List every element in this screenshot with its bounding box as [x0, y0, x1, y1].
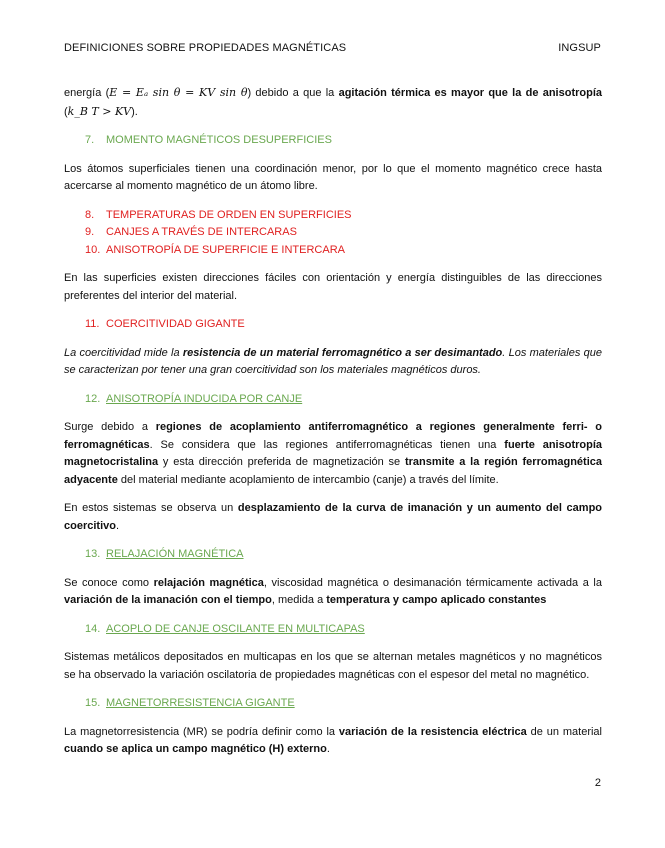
- section-title: RELAJACIÓN MAGNÉTICA: [106, 548, 244, 560]
- section-10-text: En las superficies existen direcciones fáciles con orientación y energía distinguibles de las direcciones preferentes del interior del material.: [64, 272, 602, 302]
- page-number: 2: [594, 777, 601, 789]
- section-12-text-1: [64, 419, 602, 489]
- section-7-text: Los átomos superficiales tienen una coordinación menor, por lo que el momento magnético crece hasta acercarse al momento magnético de un átomo libre.: [64, 162, 602, 192]
- formula-thermal: k_B T > KV: [67, 104, 132, 118]
- section-heading-10: [64, 242, 602, 260]
- header-org: INGSUP: [558, 42, 601, 54]
- section-heading-7: [64, 132, 602, 150]
- section-title: MAGNETORRESISTENCIA GIGANTE: [106, 697, 295, 709]
- section-number: 11.: [85, 318, 100, 330]
- s12-text-2: . Se considera que las regiones antiferromagnéticas tienen una: [149, 438, 505, 451]
- red-heading-group: [64, 207, 602, 260]
- s13-bold-3: temperatura y campo aplicado constantes: [326, 594, 547, 606]
- section-title: TEMPERATURAS DE ORDEN EN SUPERFICIES: [106, 208, 352, 221]
- s13-text-2: , viscosidad magnética o desimanación térmicamente activada a la: [263, 576, 602, 589]
- intro-text-2: ) debido a que la: [247, 87, 339, 99]
- s12b-bold-1: desplazamiento de la curva de imanación y un aumento del campo coercitivo: [64, 502, 603, 532]
- intro-text-1: energía (: [64, 87, 110, 99]
- s11-text-1: La coercitividad mide la: [64, 346, 183, 359]
- section-12-text-2: [64, 500, 602, 535]
- section-title: ANISOTROPÍA INDUCIDA POR CANJE: [106, 392, 303, 405]
- section-number: 8.: [85, 208, 95, 221]
- section-heading-12: [64, 391, 602, 409]
- intro-text-4: ).: [131, 105, 138, 118]
- formula-energy: E = Eₐ sin θ = KV sin θ: [109, 86, 248, 99]
- s15-text-1: La magnetorresistencia (MR) se podría definir como la: [64, 725, 339, 738]
- s13-text-1: Se conoce como: [64, 576, 154, 589]
- section-title: ACOPLO DE CANJE OSCILANTE EN MULTICAPAS: [106, 622, 365, 635]
- section-15-text: [64, 724, 602, 759]
- s12-text-4: del material mediante acoplamiento de intercambio (canje) a través del límite.: [117, 473, 499, 486]
- section-heading-15: [64, 695, 602, 713]
- page-header: [64, 42, 601, 54]
- section-title: MOMENTO MAGNÉTICOS DESUPERFICIES: [106, 134, 332, 146]
- s12-bold-2: fuerte anisotropía magnetocristalina: [64, 438, 603, 468]
- section-heading-14: [64, 621, 602, 639]
- section-heading-13: [64, 546, 602, 564]
- s12-text-1: Surge debido a: [64, 421, 156, 433]
- section-heading-11: [64, 316, 602, 334]
- s15-text-3: .: [326, 743, 330, 755]
- section-heading-9: [64, 224, 602, 242]
- section-title: ANISOTROPÍA DE SUPERFICIE E INTERCARA: [106, 243, 345, 256]
- s13-bold-1: relajación magnética: [153, 576, 264, 589]
- s12-bold-3: transmite a la región ferromagnética adyacente: [64, 456, 602, 486]
- intro-text-3: (: [64, 105, 68, 118]
- section-number: 9.: [85, 226, 95, 238]
- s13-text-3: , medida a: [271, 594, 327, 606]
- section-number: 7.: [85, 134, 95, 146]
- section-heading-8: [64, 207, 602, 225]
- section-number: 15.: [85, 697, 101, 709]
- s15-text-2: de un material: [526, 725, 602, 738]
- section-11-text: [64, 345, 602, 380]
- section-number: 14.: [85, 622, 101, 635]
- page-content: [64, 84, 602, 770]
- section-number: 10.: [85, 243, 101, 256]
- section-13-text: [64, 575, 602, 610]
- s12b-text-1: En estos sistemas se observa un: [64, 502, 238, 514]
- section-title: COERCITIVIDAD GIGANTE: [106, 318, 245, 330]
- section-title: CANJES A TRAVÉS DE INTERCARAS: [106, 226, 297, 238]
- s12-text-3: y esta dirección preferida de magnetización se: [158, 456, 405, 468]
- section-number: 12.: [85, 392, 101, 405]
- s11-text-2: . Los materiales que se caracterizan por tener una gran coercitividad son los materiales magnéticos duros.: [64, 346, 602, 376]
- intro-bold-1: agitación térmica es mayor que la de anisotropía: [338, 87, 603, 99]
- s12-bold-1: regiones de acoplamiento antiferromagnético a regiones generalmente ferri- o ferromagnéticas: [64, 421, 602, 451]
- s13-bold-2: variación de la imanación con el tiempo: [64, 594, 272, 606]
- s11-bold-1: resistencia de un material ferromagnético a ser desimantado: [182, 346, 503, 359]
- section-14-text: Sistemas metálicos depositados en multicapas en los que se alternan metales magnéticos y no magnéticos se ha observado la variación oscilatoria de propiedades magnéticas con el espesor del metal no magnético.: [64, 651, 602, 681]
- section-number: 13.: [85, 548, 101, 560]
- intro-paragraph: [64, 84, 602, 121]
- s15-bold-2: cuando se aplica un campo magnético (H) externo: [64, 743, 327, 755]
- s15-bold-1: variación de la resistencia eléctrica: [338, 725, 527, 738]
- s12b-text-2: .: [115, 519, 120, 532]
- header-title: DEFINICIONES SOBRE PROPIEDADES MAGNÉTICAS: [64, 42, 347, 54]
